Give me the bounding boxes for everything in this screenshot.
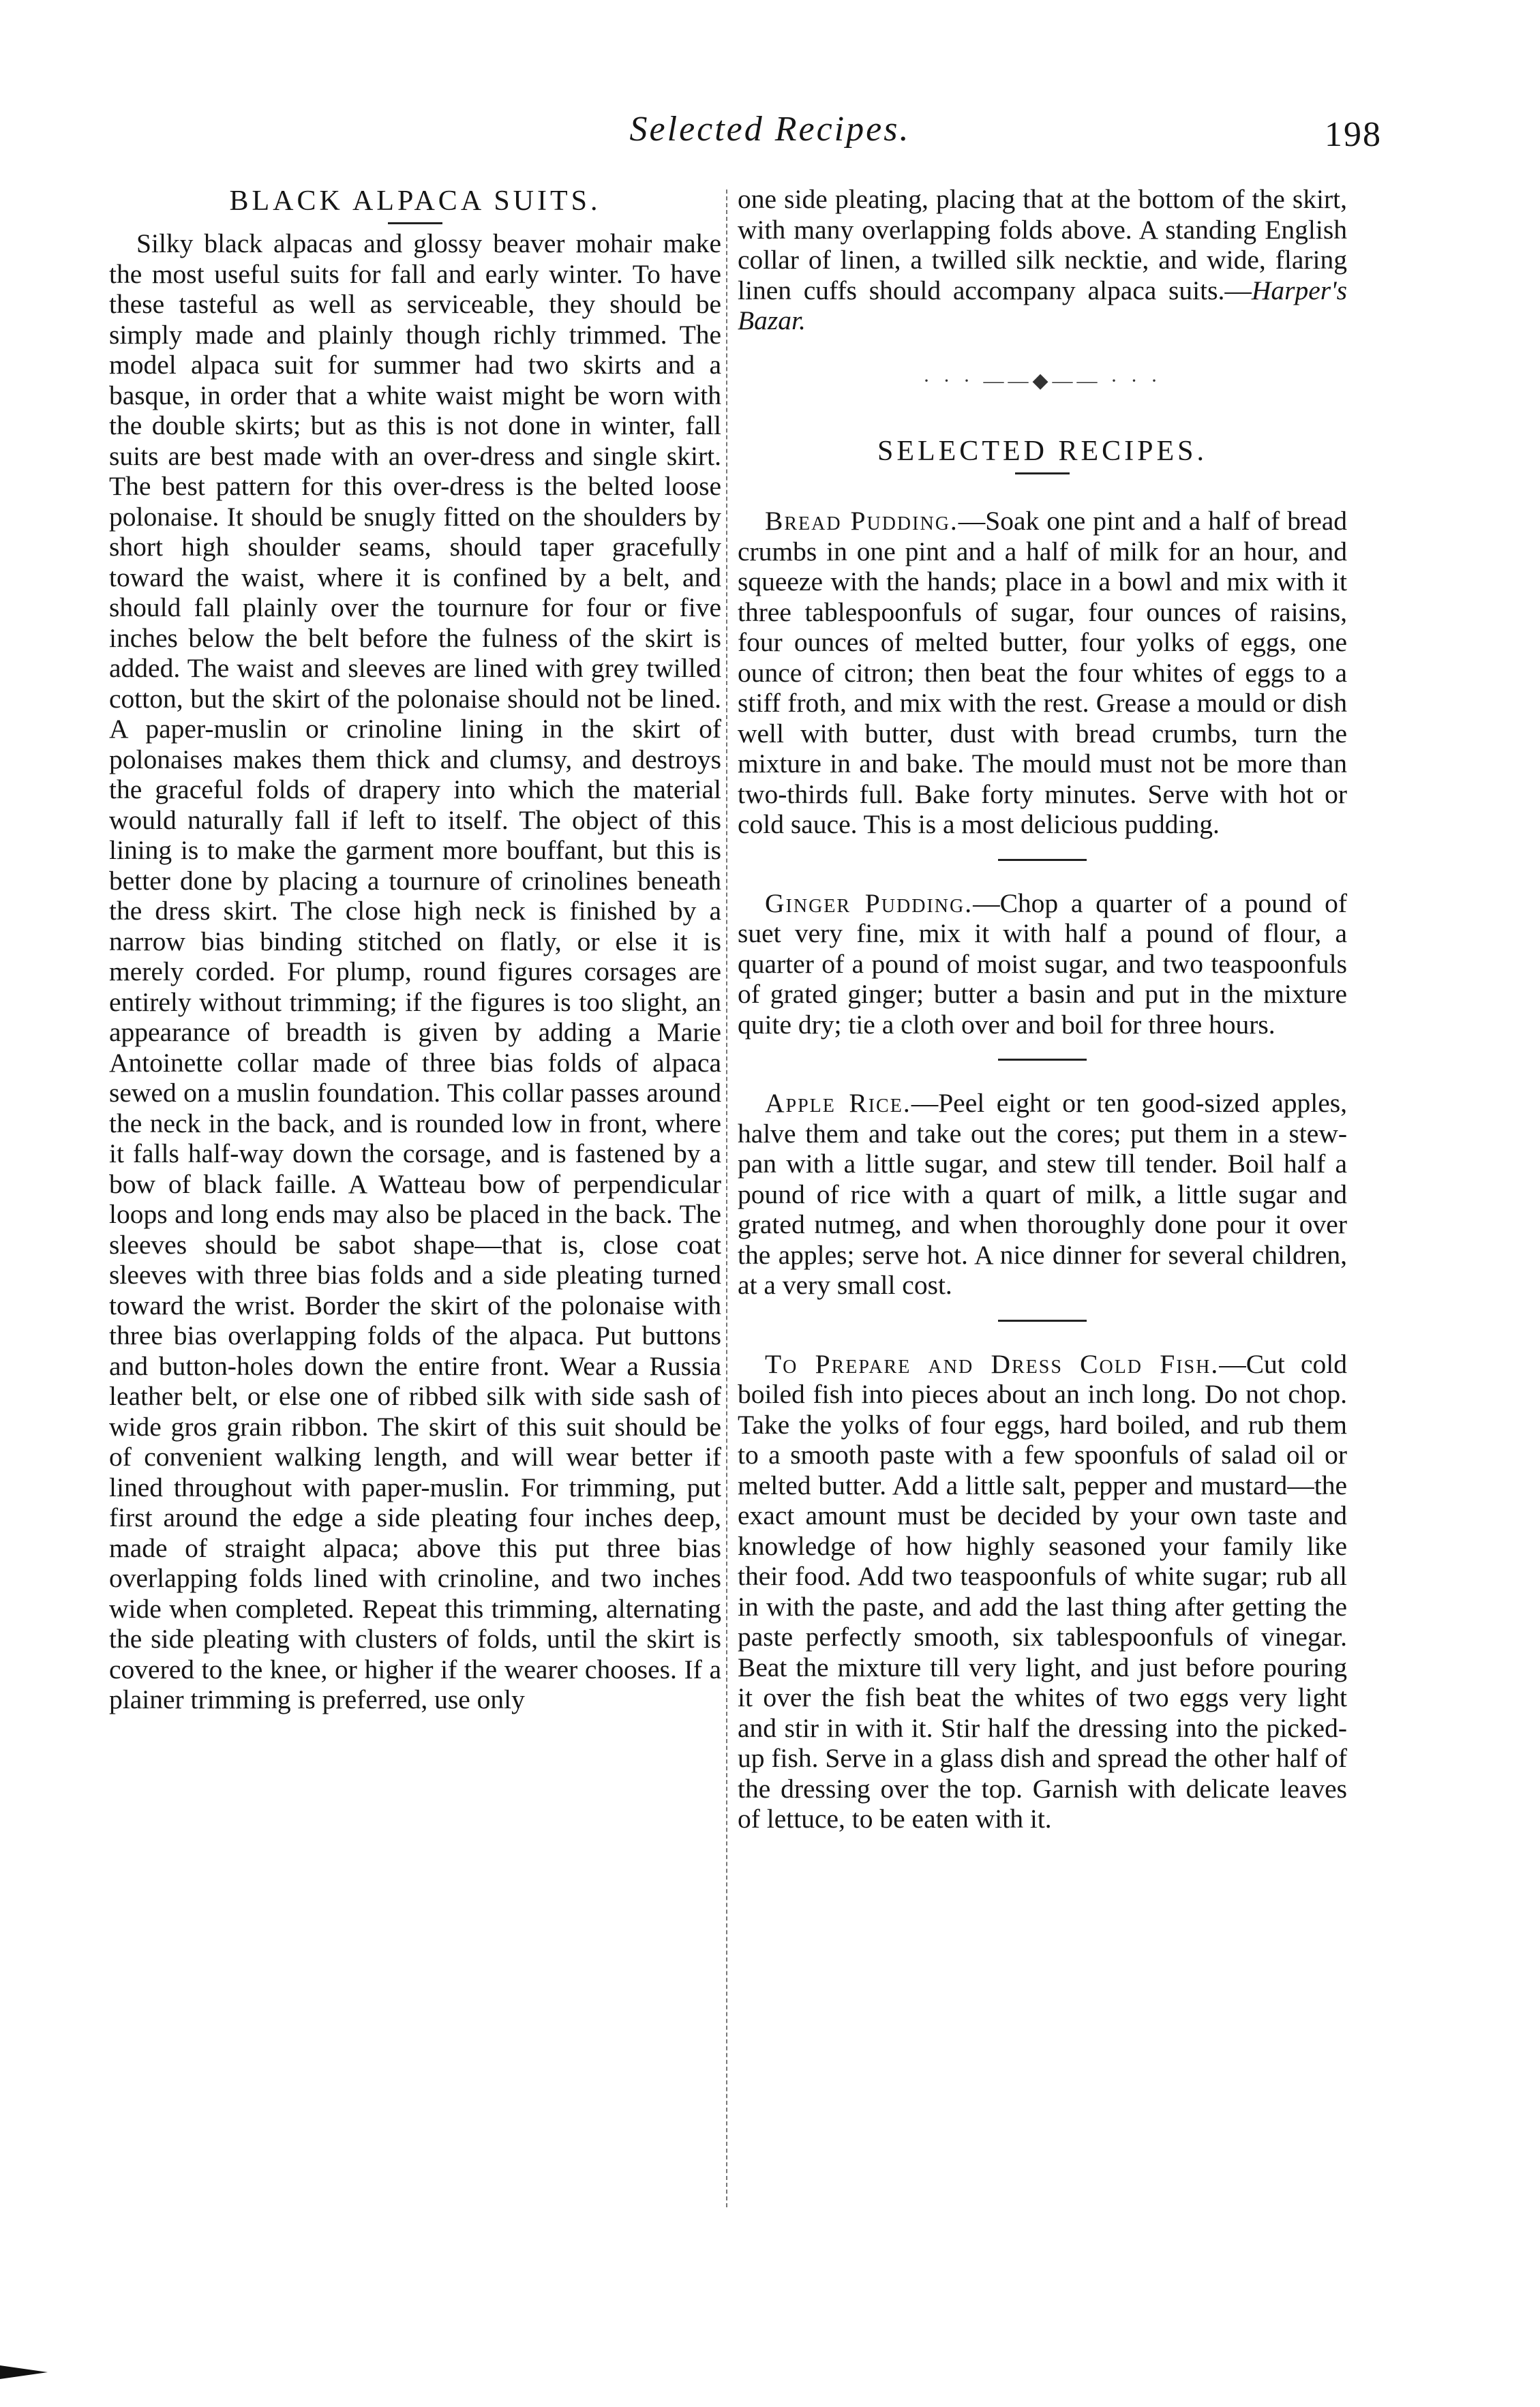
section-heading-recipes: SELECTED RECIPES.	[877, 436, 1208, 467]
heading-rule	[388, 222, 442, 224]
page-corner-mark	[0, 2365, 48, 2379]
recipe-title: Bread Pudding.	[765, 506, 958, 536]
recipe-title: To Prepare and Dress Cold Fish.	[765, 1348, 1220, 1379]
recipe-separator	[998, 1320, 1087, 1322]
recipe-body: —Cut cold boiled fish into pieces about an inch long. Do not chop. Take the yolks of four eggs, hard boiled, and rub them to a smooth paste with a few spoonfuls of salad oil or melted butter. Add a little salt, pepper and mustard—the exact amount must be decided by your own taste and knowledge of how highly seasoned your family like their food. Add two teaspoonfuls of white sugar; rub all in with the paste, and add the last thing after getting the paste perfectly smooth, six tablespoonfuls of vinegar. Beat the mixture till very light, and just before pouring it over the fish beat the whites of two eggs very light and stir in with it. Stir half the dressing into the picked-up fish. Serve in a glass dish and spread the other half of the dressing over the top. Garnish with delicate leaves of lettuce, to be eaten with it.	[738, 1348, 1348, 1834]
article-body-alpaca: Silky black alpacas and glossy beaver mohair make the most useful suits for fall and early winter. To have these tasteful as well as serviceable, they should be simply made and plainly though richly trimmed. The model alpaca suit for summer had two skirts and a basque, in order that a white waist might be worn with the double skirts; but as this is not done in winter, fall suits are best made with an over-dress and single skirt. The best pattern for this over-dress is the belted loose polonaise. It should be snugly fitted on the shoulders by short high shoulder seams, should taper gracefully toward the waist, where it is confined by a belt, and should fall plainly over the tournure for four or five inches below the belt before the fulness of the skirt is added. The waist and sleeves are lined with grey twilled cotton, but the skirt of the polonaise should not be lined. A paper-muslin or crinoline lining in the skirt of polonaises makes them thick and clumsy, and destroys the graceful folds of drapery into which the material would naturally fall if left to itself. The object of this lining is to make the garment more bouffant, but this is better done by placing a tournure of crinolines beneath the dress skirt. The close high neck is finished by a narrow bias binding stitched on flatly, or else it is merely corded. For plump, round figures corsages are entirely without trimming; if the figures is too slight, an appearance of breadth is given by adding a Marie Antoinette collar made of three bias folds of alpaca sewed on a muslin foundation. This collar passes around the neck in the back, and is rounded low in front, where it falls half-way down the corsage, and is fastened by a bow of black faille. A Watteau bow of perpendicular loops and long ends may also be placed in the back. The sleeves should be sabot shape—that is, close coat sleeves with three bias folds and a side pleating turned toward the wrist. Border the skirt of the polonaise with three bias overlapping folds of the alpaca. Put buttons and button-holes down the entire front. Wear a Russia leather belt, or else one of ribbed silk with side sash of wide gros grain ribbon. The skirt of this suit should be of convenient walking length, and will wear better if lined throughout with paper-muslin. For trimming, put first around the edge a side pleating four inches deep, made of straight alpaca; above this put three bias overlapping folds lined with crinoline, and two inches wide when completed. Repeat this trimming, alternating the side pleating with clusters of folds, until the skirt is covered to the knee, or higher if the wearer chooses. If a plainer trimming is preferred, use only	[109, 228, 721, 1714]
source-citation: Harper's Bazar.	[738, 275, 1347, 335]
running-header: Selected Recipes.	[629, 110, 911, 149]
recipe-apple-rice	[738, 1088, 1347, 1301]
continuation-text: one side pleating, placing that at the bottom of the skirt, with many overlapping folds above. A standing English collar of linen, a twilled silk necktie, and wide, flaring linen cuffs should accompany alpaca suits.—	[738, 184, 1347, 305]
recipe-ginger-pudding	[738, 888, 1347, 1040]
spacer	[738, 474, 1347, 506]
right-column	[738, 184, 1347, 1834]
page-number: 198	[1325, 115, 1382, 154]
recipe-body: —Chop a quarter of a pound of suet very fine, mix it with half a pound of flour, a quarter of a pound of moist sugar, and two teaspoonfuls of grated ginger; butter a basin and put in the mixture quite dry; tie a cloth over and boil for three hours.	[738, 888, 1347, 1040]
recipe-bread-pudding	[738, 506, 1347, 840]
section-ornament: · · · ——◆—— · · ·	[922, 369, 1162, 392]
recipe-cold-fish	[738, 1349, 1347, 1834]
left-column	[109, 184, 721, 1715]
recipe-title: Apple Rice.	[765, 1088, 911, 1118]
recipe-body: —Soak one pint and a half of bread crumbs in one pint and a half of milk for an hour, and squeeze with the hands; place in a bowl and mix with it three tablespoonfuls of sugar, four ounces of raisins, four ounces of melted butter, four yolks of eggs, one ounce of citron; then beat the four whites of eggs to a stiff froth, and mix with the rest. Grease a mould or dish well with butter, dust with bread crumbs, turn the mixture in and bake. The mould must not be more than two-thirds full. Bake forty minutes. Serve with hot or cold sauce. This is a most delicious pudding.	[738, 506, 1348, 839]
article-continuation	[738, 184, 1347, 336]
recipe-body: —Peel eight or ten good-sized apples, halve them and take out the cores; put them in a stew-pan with a little sugar, and stew till tender. Boil half a pound of rice with a quart of milk, a little sugar and grated nutmeg, and when thoroughly done pour it over the apples; serve hot. A nice dinner for several children, at a very small cost.	[738, 1088, 1348, 1300]
recipe-separator	[998, 1059, 1087, 1061]
recipe-title: Ginger Pudding.	[765, 888, 973, 918]
article-heading-alpaca: BLACK ALPACA SUITS.	[229, 185, 601, 217]
column-divider	[726, 190, 727, 2207]
recipe-separator	[998, 859, 1087, 861]
